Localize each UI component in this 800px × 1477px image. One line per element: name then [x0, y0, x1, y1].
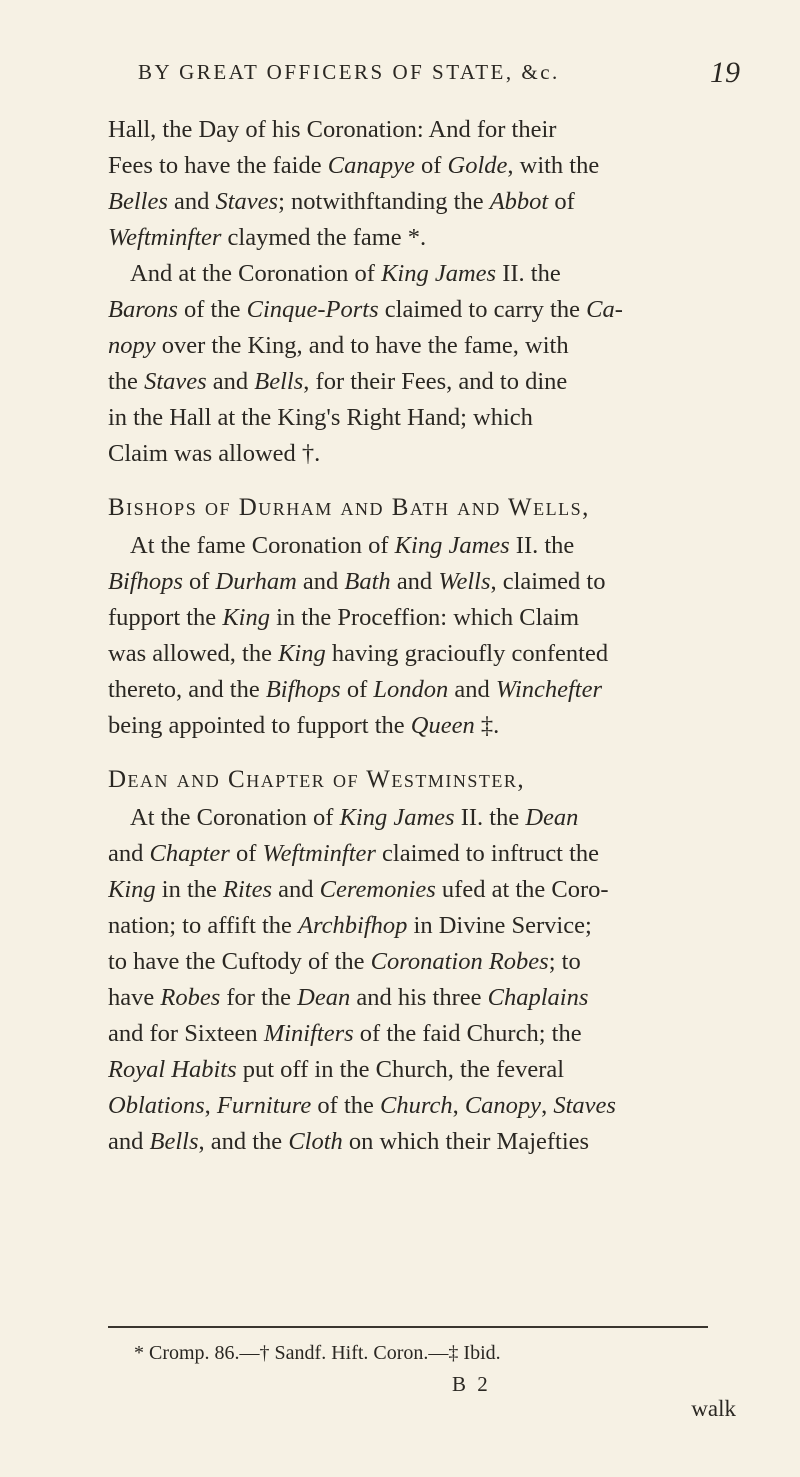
text-line: nation; to affift the Archbifhop in Divine Service;: [108, 912, 592, 939]
text-line: And at the Coronation of King James II. the: [130, 260, 561, 287]
text-line: being appointed to fupport the Queen ‡.: [108, 712, 500, 739]
text-line: At the Coronation of King James II. the Dean: [130, 804, 579, 831]
running-title: BY GREAT OFFICERS OF STATE, &c.: [138, 60, 560, 84]
text-line: to have the Cuftody of the Coronation Robes; to: [108, 948, 581, 975]
text-line: in the Hall at the King's Right Hand; which: [108, 404, 533, 431]
text-line: Royal Habits put off in the Church, the feveral: [108, 1056, 565, 1083]
paragraph-bishops-claim: [108, 528, 736, 744]
text-line: nopy over the King, and to have the fame, with: [108, 332, 569, 359]
section-heading-bishops: Bishops of Durham and Bath and Wells,: [108, 494, 590, 521]
text-line: and Bells, and the Cloth on which their Majefties: [108, 1128, 590, 1155]
section-heading-dean-chapter: Dean and Chapter of Westminster,: [108, 766, 526, 793]
text-line: Claim was allowed †.: [108, 440, 321, 467]
text-line: Bifhops of Durham and Bath and Wells, claimed to: [108, 568, 606, 595]
paragraph-cinque-ports-fees: [108, 112, 736, 256]
text-line: the Staves and Bells, for their Fees, and to dine: [108, 368, 568, 395]
text-line: Oblations, Furniture of the Church, Canopy, Staves: [108, 1092, 616, 1119]
text-body: [108, 112, 736, 1160]
text-line: Barons of the Cinque-Ports claimed to carry the Ca-: [108, 296, 623, 323]
footnotes: * Cromp. 86.—† Sandf. Hift. Coron.—‡ Ibid.: [134, 1342, 501, 1364]
paragraph-dean-chapter-claim: [108, 800, 736, 1160]
text-line: and Chapter of Weftminfter claimed to inftruct the: [108, 840, 600, 867]
text-line: and for Sixteen Minifters of the faid Church; the: [108, 1020, 582, 1047]
text-line: King in the Rites and Ceremonies ufed at the Coro-: [108, 876, 609, 903]
signature-mark: B 2: [452, 1372, 491, 1396]
text-line: was allowed, the King having gracioufly confented: [108, 640, 609, 667]
text-line: Hall, the Day of his Coronation: And for their: [108, 116, 557, 143]
text-line: Belles and Staves; notwithftanding the Abbot of: [108, 188, 575, 215]
text-line: have Robes for the Dean and his three Chaplains: [108, 984, 589, 1011]
paragraph-james-ii-barons: [108, 256, 736, 472]
catchword: walk: [691, 1396, 736, 1421]
footnote-rule: [108, 1326, 708, 1328]
text-line: thereto, and the Bifhops of London and Winchefter: [108, 676, 603, 703]
text-line: Fees to have the faide Canapye of Golde, with the: [108, 152, 600, 179]
page-number: 19: [710, 56, 740, 89]
text-line: fupport the King in the Proceffion: which Claim: [108, 604, 580, 631]
text-line: Weftminfter claymed the fame *.: [108, 224, 427, 251]
text-line: At the fame Coronation of King James II. the: [130, 532, 575, 559]
running-header: [100, 56, 740, 108]
